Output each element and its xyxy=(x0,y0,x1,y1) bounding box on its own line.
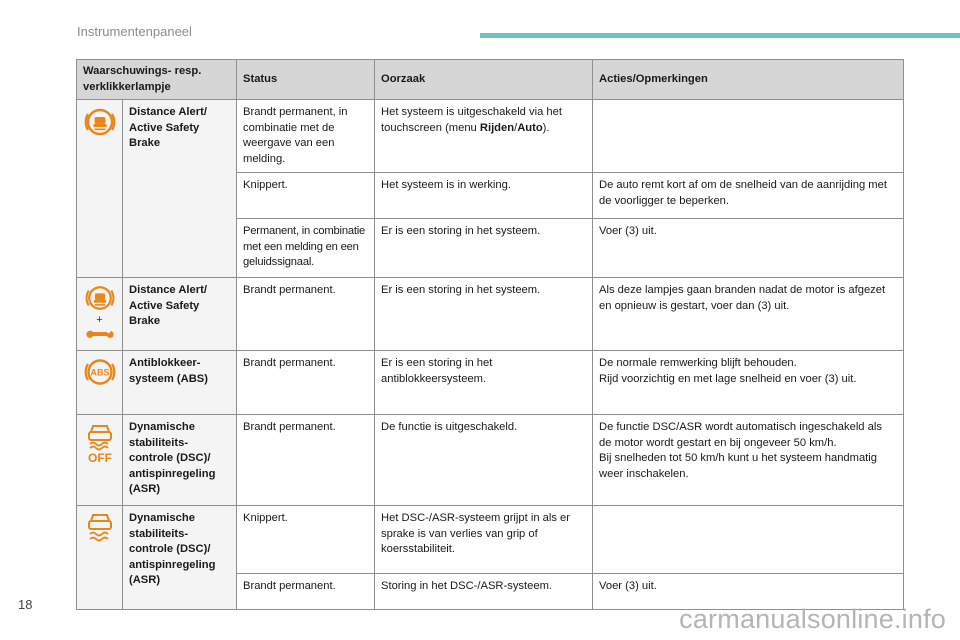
cause-text: Het systeem is in werking. xyxy=(375,173,593,219)
lamp-name: Distance Alert/ Active Safety Brake xyxy=(123,100,237,278)
svg-text:OFF: OFF xyxy=(88,451,112,464)
dsc-icon xyxy=(83,511,117,543)
cause-text: Er is een storing in het systeem. xyxy=(375,219,593,278)
wrench-icon xyxy=(86,327,114,341)
status-text: Brandt permanent. xyxy=(237,351,375,415)
header-cause: Oorzaak xyxy=(375,60,593,100)
distance-alert-icon xyxy=(84,283,116,313)
actions-text: Als deze lampjes gaan branden nadat de motor is afgezet en opnieuw is gestart, voer dan (3) uit. xyxy=(593,278,904,351)
page-number: 18 xyxy=(18,597,33,612)
cause-text: Het DSC-/ASR-systeem grijpt in als er sprake is van verlies van grip of koersstabiliteit. xyxy=(375,506,593,574)
abs-icon xyxy=(83,356,117,388)
header-lamp: Waarschuwings- resp. verklikkerlampje xyxy=(77,60,237,100)
status-text: Permanent, in combinatie met een melding en een geluidssignaal. xyxy=(237,219,375,278)
table-row xyxy=(77,100,904,173)
actions-text: De normale remwerking blijft behouden. Rijd voorzichtig en met lage snelheid en voer (3) uit. xyxy=(593,351,904,415)
lamp-name: Distance Alert/ Active Safety Brake xyxy=(123,278,237,351)
warning-lamps-table xyxy=(76,59,904,610)
lamp-name: Antiblokkeer- systeem (ABS) xyxy=(123,351,237,415)
plus-sign: + xyxy=(96,314,103,326)
header-accent-bar xyxy=(480,33,960,38)
table-header-row xyxy=(77,60,904,100)
cause-text: Storing in het DSC-/ASR-systeem. xyxy=(375,574,593,610)
table-row xyxy=(77,351,904,415)
cause-text: Het systeem is uitgeschakeld via het touchscreen (menu Rijden/Auto). xyxy=(375,100,593,173)
table-row xyxy=(77,278,904,351)
cause-text: Er is een storing in het systeem. xyxy=(375,278,593,351)
svg-text:ABS: ABS xyxy=(90,367,110,378)
status-text: Knippert. xyxy=(237,173,375,219)
dsc-off-icon xyxy=(83,420,117,464)
actions-text: Voer (3) uit. xyxy=(593,219,904,278)
status-text: Brandt permanent. xyxy=(237,278,375,351)
status-text: Brandt permanent. xyxy=(237,415,375,506)
actions-text xyxy=(593,506,904,574)
status-text: Knippert. xyxy=(237,506,375,574)
table-row xyxy=(77,415,904,506)
header-actions: Acties/Opmerkingen xyxy=(593,60,904,100)
cause-text: Er is een storing in het antiblokkeersysteem. xyxy=(375,351,593,415)
actions-text xyxy=(593,100,904,173)
status-text: Brandt permanent, in combinatie met de weergave van een melding. xyxy=(237,100,375,173)
actions-text: De functie DSC/ASR wordt automatisch ingeschakeld als de motor wordt gestart en bij ongeveer 50 km/h. Bij snelheden tot 50 km/h kunt u het systeem handmatig weer inschakelen. xyxy=(593,415,904,506)
actions-text: Voer (3) uit. xyxy=(593,574,904,610)
lamp-name: Dynamische stabiliteits- controle (DSC)/ antispinregeling (ASR) xyxy=(123,415,237,506)
table-row xyxy=(77,506,904,574)
header-status: Status xyxy=(237,60,375,100)
actions-text: De auto remt kort af om de snelheid van de aanrijding met de voorligger te beperken. xyxy=(593,173,904,219)
watermark: carmanualsonline.info xyxy=(679,604,946,634)
cause-text: De functie is uitgeschakeld. xyxy=(375,415,593,506)
distance-alert-icon xyxy=(83,105,117,139)
lamp-name: Dynamische stabiliteits- controle (DSC)/ antispinregeling (ASR) xyxy=(123,506,237,610)
section-title: Instrumentenpaneel xyxy=(77,24,192,39)
status-text: Brandt permanent. xyxy=(237,574,375,610)
